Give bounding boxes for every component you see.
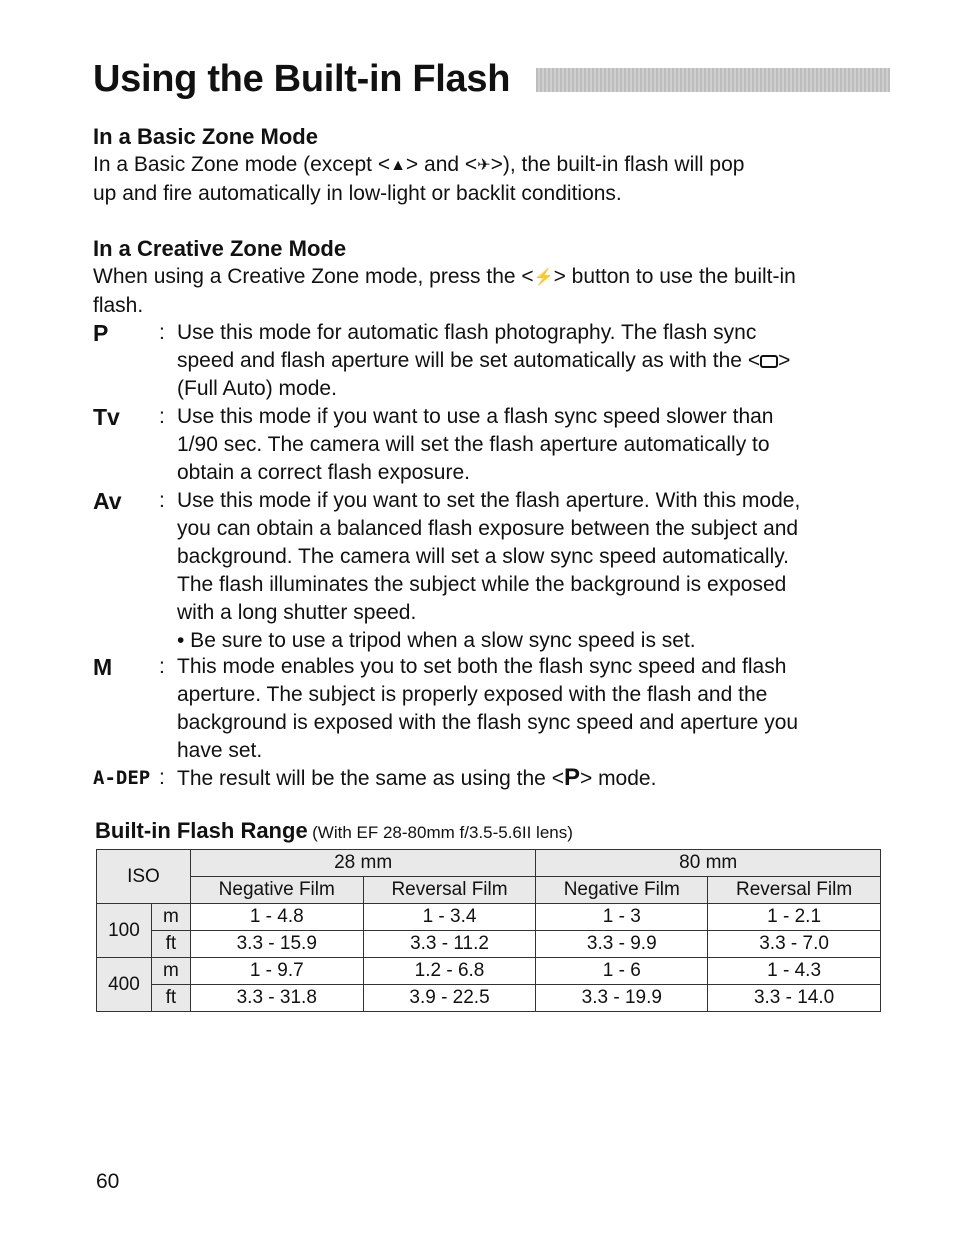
flash-icon: ⚡ <box>533 269 554 286</box>
landscape-icon: ▲ <box>390 157 406 174</box>
page-number: 60 <box>96 1170 120 1193</box>
mode-colon: : <box>159 655 165 678</box>
mode-desc-av: Use this mode if you want to set the flash aperture. With this mode, you can obtain a balanced flash exposure between the subject and background. The camera will set a slow sync speed automatically. The flash illuminates the subject while the background is exposed with a long shutter speed. • Be sure to use a tripod when a slow sync speed is set. <box>177 487 893 655</box>
mode-desc-p: Use this mode for automatic flash photography. The flash sync speed and flash aperture will be set automatically as with the < > (Full Auto) mode. <box>177 321 791 400</box>
mode-key-av: Av <box>93 488 122 514</box>
table-cell: 3.3 - 31.8 <box>190 985 363 1012</box>
basic-zone-text <box>93 151 893 208</box>
unit-cell: ft <box>151 985 190 1012</box>
table-cell: 3.3 - 19.9 <box>536 985 708 1012</box>
flash-range-title <box>95 818 573 844</box>
basic-zone-heading: In a Basic Zone Mode <box>93 124 318 149</box>
table-row <box>97 958 881 985</box>
full-auto-icon <box>760 355 778 368</box>
lens-80mm-header: 80 mm <box>536 850 881 877</box>
mode-key-m: M <box>93 654 113 680</box>
title-row <box>93 58 893 106</box>
mode-key-tv: Tv <box>93 404 120 430</box>
unit-cell: m <box>151 958 190 985</box>
basic-zone-line-1: In a Basic Zone mode (except <▲> and <✈>), the built-in flash will pop <box>93 151 893 180</box>
table-cell: 3.3 - 14.0 <box>708 985 881 1012</box>
mode-colon: : <box>159 489 165 512</box>
table-cell: 3.3 - 11.2 <box>363 931 536 958</box>
mode-desc-m: This mode enables you to set both the flash sync speed and flash aperture. The subject is properly exposed with the flash and the background is exposed with the flash sync speed and aperture you have set. <box>177 655 799 762</box>
table-cell: 3.9 - 22.5 <box>363 985 536 1012</box>
tripod-note: • Be sure to use a tripod when a slow sync speed is set. <box>177 629 696 652</box>
mode-colon: : <box>159 405 165 428</box>
table-row <box>97 904 881 931</box>
film-header: Negative Film <box>190 877 363 904</box>
mode-key-p: P <box>93 320 109 346</box>
table-cell: 3.3 - 15.9 <box>190 931 363 958</box>
creative-zone-intro <box>93 263 893 320</box>
table-cell: 3.3 - 9.9 <box>536 931 708 958</box>
iso-value: 400 <box>97 958 152 1012</box>
page-title: Using the Built-in Flash <box>93 58 511 100</box>
film-header: Reversal Film <box>708 877 881 904</box>
creative-zone-heading: In a Creative Zone Mode <box>93 236 347 261</box>
table-cell: 1 - 9.7 <box>190 958 363 985</box>
table-cell: 1 - 3 <box>536 904 708 931</box>
film-header: Reversal Film <box>363 877 536 904</box>
p-mode-symbol: P <box>563 764 580 791</box>
mode-desc-adep: The result will be the same as using the <P> mode. <box>177 764 657 791</box>
table-cell: 1 - 4.8 <box>190 904 363 931</box>
flash-range-heading: Built-in Flash Range <box>95 818 308 843</box>
iso-header: ISO <box>97 850 191 904</box>
creative-intro-line-2: flash. <box>93 294 144 317</box>
unit-cell: m <box>151 904 190 931</box>
mode-colon: : <box>159 766 165 789</box>
lens-28mm-header: 28 mm <box>190 850 536 877</box>
table-header-row <box>97 850 881 877</box>
table-row <box>97 985 881 1012</box>
creative-intro-line-1: When using a Creative Zone mode, press the <⚡> button to use the built-in <box>93 263 893 292</box>
table-cell: 1 - 3.4 <box>363 904 536 931</box>
table-cell: 1 - 4.3 <box>708 958 881 985</box>
table-subheader-row <box>97 877 881 904</box>
mode-desc-tv: Use this mode if you want to use a flash sync speed slower than 1/90 sec. The camera will set the flash aperture automatically to obtain a correct flash exposure. <box>177 405 774 484</box>
mode-key-adep: A-DEP <box>93 767 151 789</box>
table-cell: 1.2 - 6.8 <box>363 958 536 985</box>
title-decoration-bar <box>536 68 890 92</box>
flash-range-table <box>96 849 881 1012</box>
table-row <box>97 931 881 958</box>
table-cell: 3.3 - 7.0 <box>708 931 881 958</box>
film-header: Negative Film <box>536 877 708 904</box>
mode-colon: : <box>159 321 165 344</box>
sports-icon: ✈ <box>477 157 491 174</box>
unit-cell: ft <box>151 931 190 958</box>
flash-range-subtitle: (With EF 28-80mm f/3.5-5.6II lens) <box>312 823 573 842</box>
iso-value: 100 <box>97 904 152 958</box>
table-cell: 1 - 6 <box>536 958 708 985</box>
table-cell: 1 - 2.1 <box>708 904 881 931</box>
basic-zone-line-2: up and fire automatically in low-light or backlit conditions. <box>93 182 622 205</box>
